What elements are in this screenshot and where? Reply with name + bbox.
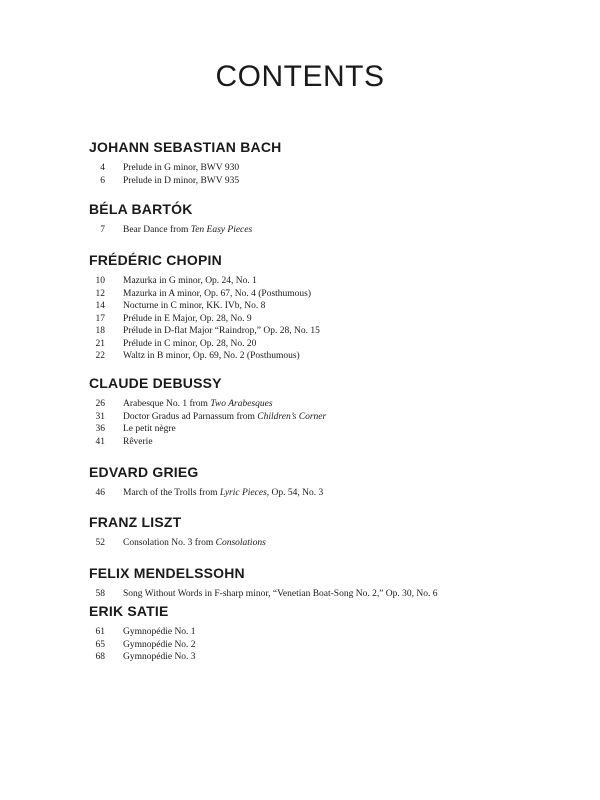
piece-title	[123, 350, 300, 363]
piece-title	[123, 626, 196, 639]
piece-collection-title: Two Arabesques	[210, 399, 273, 409]
piece-title	[123, 487, 323, 500]
piece-title	[123, 275, 257, 288]
composer-section-liszt	[89, 514, 549, 550]
piece-entry	[89, 350, 549, 363]
piece-entry	[89, 175, 549, 188]
composer-section-satie	[89, 603, 549, 664]
piece-entry	[89, 288, 549, 301]
piece-title-text: Bear Dance from	[123, 225, 191, 235]
piece-title	[123, 651, 196, 664]
page-number: 14	[95, 301, 105, 311]
piece-title	[123, 300, 265, 313]
page-number: 22	[95, 351, 105, 361]
page-number: 12	[95, 288, 105, 299]
piece-entry	[89, 300, 549, 313]
piece-title-text: Gymnopédie No. 3	[123, 652, 196, 662]
composer-section-mendelssohn	[89, 565, 549, 601]
piece-entry	[89, 537, 549, 550]
piece-title	[123, 313, 252, 326]
piece-title-text: Gymnopédie No. 2	[123, 639, 196, 650]
composer-name: FRANZ LISZT	[89, 514, 182, 530]
piece-title	[123, 537, 266, 550]
piece-title-text: Mazurka in G minor, Op. 24, No. 1	[123, 276, 257, 286]
piece-list	[89, 588, 549, 601]
piece-entry	[89, 224, 549, 237]
page-number: 7	[100, 225, 105, 235]
piece-entry	[89, 398, 549, 411]
page-number: 21	[95, 338, 105, 349]
piece-title-text: Le petit nègre	[123, 424, 176, 434]
page-number: 17	[95, 313, 105, 324]
piece-collection-title: Ten Easy Pieces	[190, 225, 253, 235]
page-number: 41	[95, 436, 105, 447]
piece-title-text: Nocturne in C minor, KK. IVb, No. 8	[123, 301, 266, 311]
piece-list	[89, 537, 549, 550]
composer-section-grieg	[89, 464, 549, 500]
composer-section-chopin	[89, 252, 549, 363]
piece-collection-title: Consolations	[215, 538, 266, 548]
piece-entry	[89, 275, 549, 288]
piece-title	[123, 224, 252, 237]
piece-title-text: Mazurka in A minor, Op. 67, No. 4 (Posthumous)	[123, 288, 312, 299]
page-number: 6	[100, 175, 105, 186]
page-number: 65	[95, 639, 105, 650]
piece-list	[89, 162, 549, 187]
piece-entry	[89, 436, 549, 449]
piece-title	[123, 288, 311, 301]
piece-collection-title: Lyric Pieces,	[219, 488, 270, 498]
composer-section-bach	[89, 139, 549, 187]
piece-title	[123, 325, 320, 338]
page-number: 31	[95, 411, 105, 422]
piece-title-text: Doctor Gradus ad Parnassum from	[123, 411, 258, 422]
piece-list	[89, 224, 549, 237]
composer-name: FELIX MENDELSSOHN	[89, 565, 245, 581]
page-number: 18	[95, 326, 105, 336]
piece-entry	[89, 162, 549, 175]
composer-name: CLAUDE DEBUSSY	[89, 375, 222, 391]
composer-name: BÉLA BARTÓK	[89, 201, 193, 217]
piece-title	[123, 162, 239, 175]
piece-title	[123, 338, 256, 351]
composer-section-bartok	[89, 201, 549, 237]
piece-list	[89, 487, 549, 500]
piece-title-text: March of the Trolls from	[123, 488, 220, 498]
piece-title-text: Rêverie	[123, 436, 153, 447]
piece-title	[123, 639, 196, 652]
piece-entry	[89, 651, 549, 664]
piece-title-text: Waltz in B minor, Op. 69, No. 2 (Posthumous)	[123, 351, 300, 361]
piece-title-text: Prelude in D minor, BWV 935	[123, 175, 240, 186]
page-number: 58	[95, 589, 105, 599]
piece-title	[123, 588, 438, 601]
piece-title-text: Consolation No. 3 from	[123, 538, 216, 548]
piece-list	[89, 398, 549, 448]
piece-collection-title: Children’s Corner	[257, 411, 327, 422]
composer-section-debussy	[89, 375, 549, 448]
piece-title	[123, 423, 176, 436]
composer-name: ERIK SATIE	[89, 603, 169, 619]
piece-entry	[89, 325, 549, 338]
piece-list	[89, 275, 549, 363]
piece-title	[123, 398, 273, 411]
piece-title-text: Prélude in E Major, Op. 28, No. 9	[123, 313, 252, 324]
piece-entry	[89, 639, 549, 652]
composer-name: FRÉDÉRIC CHOPIN	[89, 252, 222, 268]
piece-entry	[89, 487, 549, 500]
piece-title-text: Op. 54, No. 3	[269, 488, 324, 498]
piece-title	[123, 436, 153, 449]
piece-entry	[89, 423, 549, 436]
piece-entry	[89, 411, 549, 424]
page-number: 61	[95, 627, 105, 637]
page-number: 4	[100, 163, 105, 173]
page-number: 52	[95, 538, 105, 548]
piece-entry	[89, 626, 549, 639]
page-number: 10	[95, 276, 105, 286]
piece-entry	[89, 338, 549, 351]
page-number: 46	[95, 488, 105, 498]
piece-title	[123, 175, 239, 188]
piece-title-text: Arabesque No. 1 from	[123, 399, 211, 409]
page-number: 68	[95, 652, 105, 662]
piece-title-text: Prélude in D-flat Major “Raindrop,” Op. 28, No. 15	[123, 326, 320, 336]
page-number: 36	[95, 424, 105, 434]
composer-name: JOHANN SEBASTIAN BACH	[89, 139, 282, 155]
piece-entry	[89, 588, 549, 601]
piece-title	[123, 411, 326, 424]
page-number: 26	[95, 399, 105, 409]
piece-title-text: Gymnopédie No. 1	[123, 627, 196, 637]
composer-name: EDVARD GRIEG	[89, 464, 199, 480]
piece-entry	[89, 313, 549, 326]
piece-title-text: Song Without Words in F-sharp minor, “Venetian Boat-Song No. 2,” Op. 30, No. 6	[123, 589, 438, 599]
piece-list	[89, 626, 549, 664]
piece-title-text: Prelude in G minor, BWV 930	[123, 163, 240, 173]
piece-title-text: Prélude in C minor, Op. 28, No. 20	[123, 338, 257, 349]
page-title: CONTENTS	[215, 60, 385, 93]
